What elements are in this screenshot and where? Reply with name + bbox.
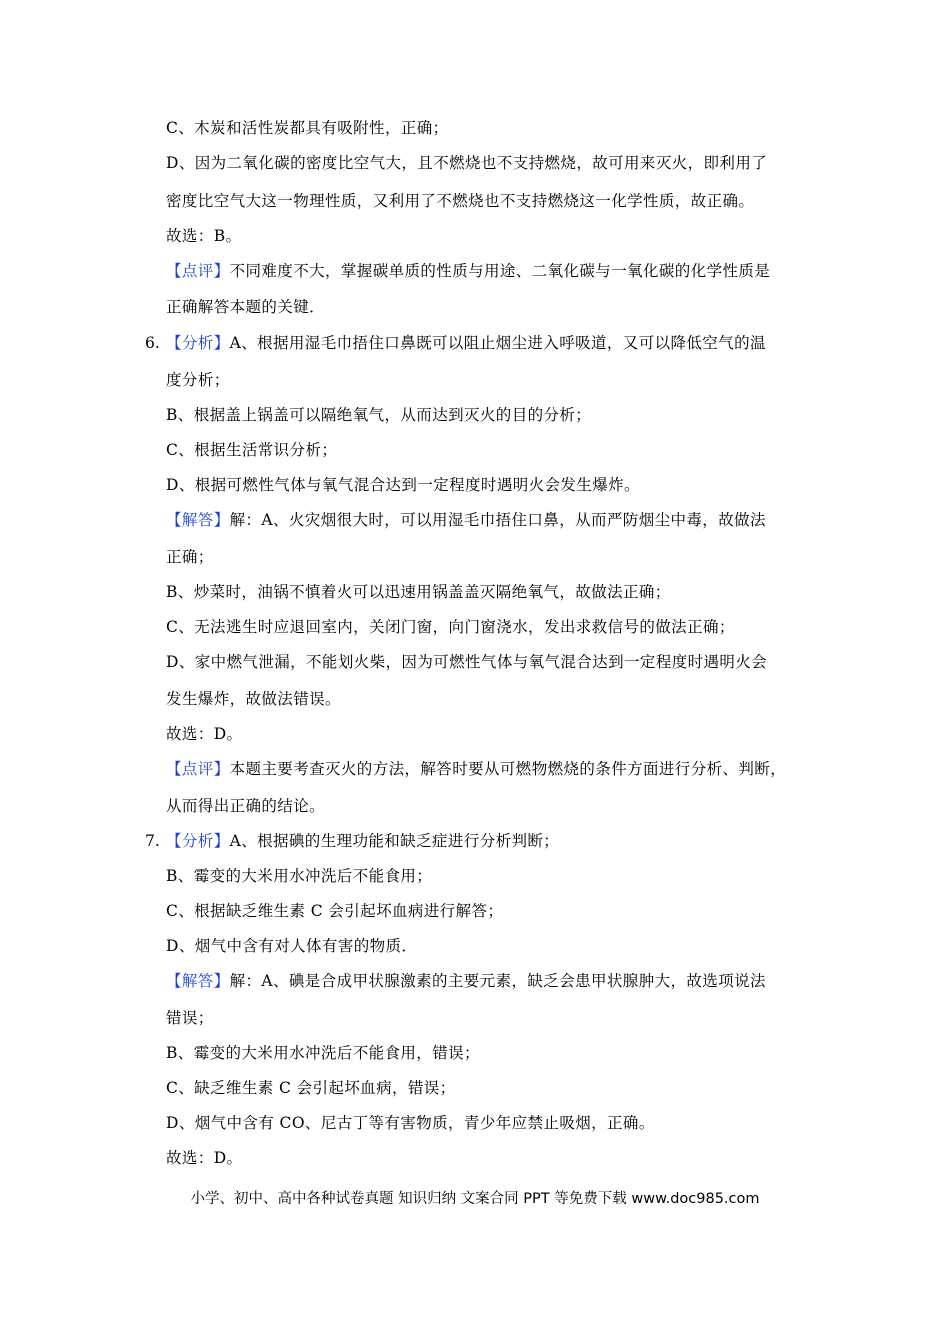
text-line: C、缺乏维生素 C 会引起坏血病，错误； xyxy=(166,1079,456,1097)
analysis-tag: 【分析】 xyxy=(166,832,230,850)
text-line: 正确解答本题的关键． xyxy=(166,298,326,316)
text-line: C、木炭和活性炭都具有吸附性，正确； xyxy=(166,119,449,137)
text-line: D、因为二氧化碳的密度比空气大，且不燃烧也不支持燃烧，故可用来灭火，即利用了 xyxy=(166,154,768,172)
text-line: 故选：B。 xyxy=(166,227,242,245)
comment-text: 不同难度不大，掌握碳单质的性质与用途、二氧化碳与一氧化碳的化学性质是 xyxy=(229,262,771,280)
page-footer: 小学、初中、高中各种试卷真题 知识归纳 文案合同 PPT 等免费下载 www.doc985.com xyxy=(190,1191,760,1207)
text-line: 发生爆炸，故做法错误。 xyxy=(166,690,341,708)
text-line: B、根据盖上锅盖可以隔绝氧气，从而达到灭火的目的分析； xyxy=(166,406,592,424)
comment-text: 本题主要考查灭火的方法，解答时要从可燃物燃烧的条件方面进行分析、判断， xyxy=(229,760,787,778)
text-line: D、根据可燃性气体与氧气混合达到一定程度时遇明火会发生爆炸。 xyxy=(166,476,640,494)
text-line: C、无法逃生时应退回室内，关闭门窗，向门窗浇水，发出求救信号的做法正确； xyxy=(166,618,735,636)
text-line: 正确； xyxy=(166,548,214,566)
answer-tag: 【解答】 xyxy=(166,511,230,529)
text-line: B、炒菜时，油锅不慎着火可以迅速用锅盖盖灭隔绝氧气，故做法正确； xyxy=(166,583,671,601)
text-line: 故选：D。 xyxy=(166,1149,243,1167)
analysis-line xyxy=(166,830,559,852)
text-line: 从而得出正确的结论。 xyxy=(166,797,326,815)
text-line: D、烟气中含有对人体有害的物质． xyxy=(166,937,418,955)
answer-text: 解：A、火灾烟很大时，可以用湿毛巾捂住口鼻，从而严防烟尘中毒，故做法 xyxy=(229,511,766,529)
comment-tag: 【点评】 xyxy=(166,262,230,280)
answer-text: 解：A、碘是合成甲状腺激素的主要元素，缺乏会患甲状腺肿大，故选项说法 xyxy=(229,972,766,990)
text-line: D、烟气中含有 CO、尼古丁等有害物质，青少年应禁止吸烟，正确。 xyxy=(166,1114,655,1132)
text-line: 故选：D。 xyxy=(166,725,243,743)
comment-tag: 【点评】 xyxy=(166,760,230,778)
text-line: 度分析； xyxy=(166,371,230,389)
answer-tag: 【解答】 xyxy=(166,972,230,990)
answer-line xyxy=(166,509,766,531)
question-number: 6. xyxy=(145,334,160,352)
analysis-text: A、根据碘的生理功能和缺乏症进行分析判断； xyxy=(229,832,560,850)
analysis-text: A、根据用湿毛巾捂住口鼻既可以阻止烟尘进入呼吸道，又可以降低空气的温 xyxy=(229,334,766,352)
text-line: 错误； xyxy=(166,1009,214,1027)
text-line: B、霉变的大米用水冲洗后不能食用； xyxy=(166,867,433,885)
answer-line xyxy=(166,970,766,992)
text-line: 密度比空气大这一物理性质，又利用了不燃烧也不支持燃烧这一化学性质，故正确。 xyxy=(166,192,755,210)
text-line: D、家中燃气泄漏，不能划火柴，因为可燃性气体与氧气混合达到一定程度时遇明火会 xyxy=(166,653,768,671)
text-line: B、霉变的大米用水冲洗后不能食用，错误； xyxy=(166,1044,480,1062)
question-number: 7. xyxy=(145,832,160,850)
text-line: C、根据缺乏维生素 C 会引起坏血病进行解答； xyxy=(166,902,504,920)
text-line: C、根据生活常识分析； xyxy=(166,441,338,459)
comment-line xyxy=(166,758,786,780)
comment-line xyxy=(166,260,770,282)
analysis-line xyxy=(166,332,766,354)
analysis-tag: 【分析】 xyxy=(166,334,230,352)
